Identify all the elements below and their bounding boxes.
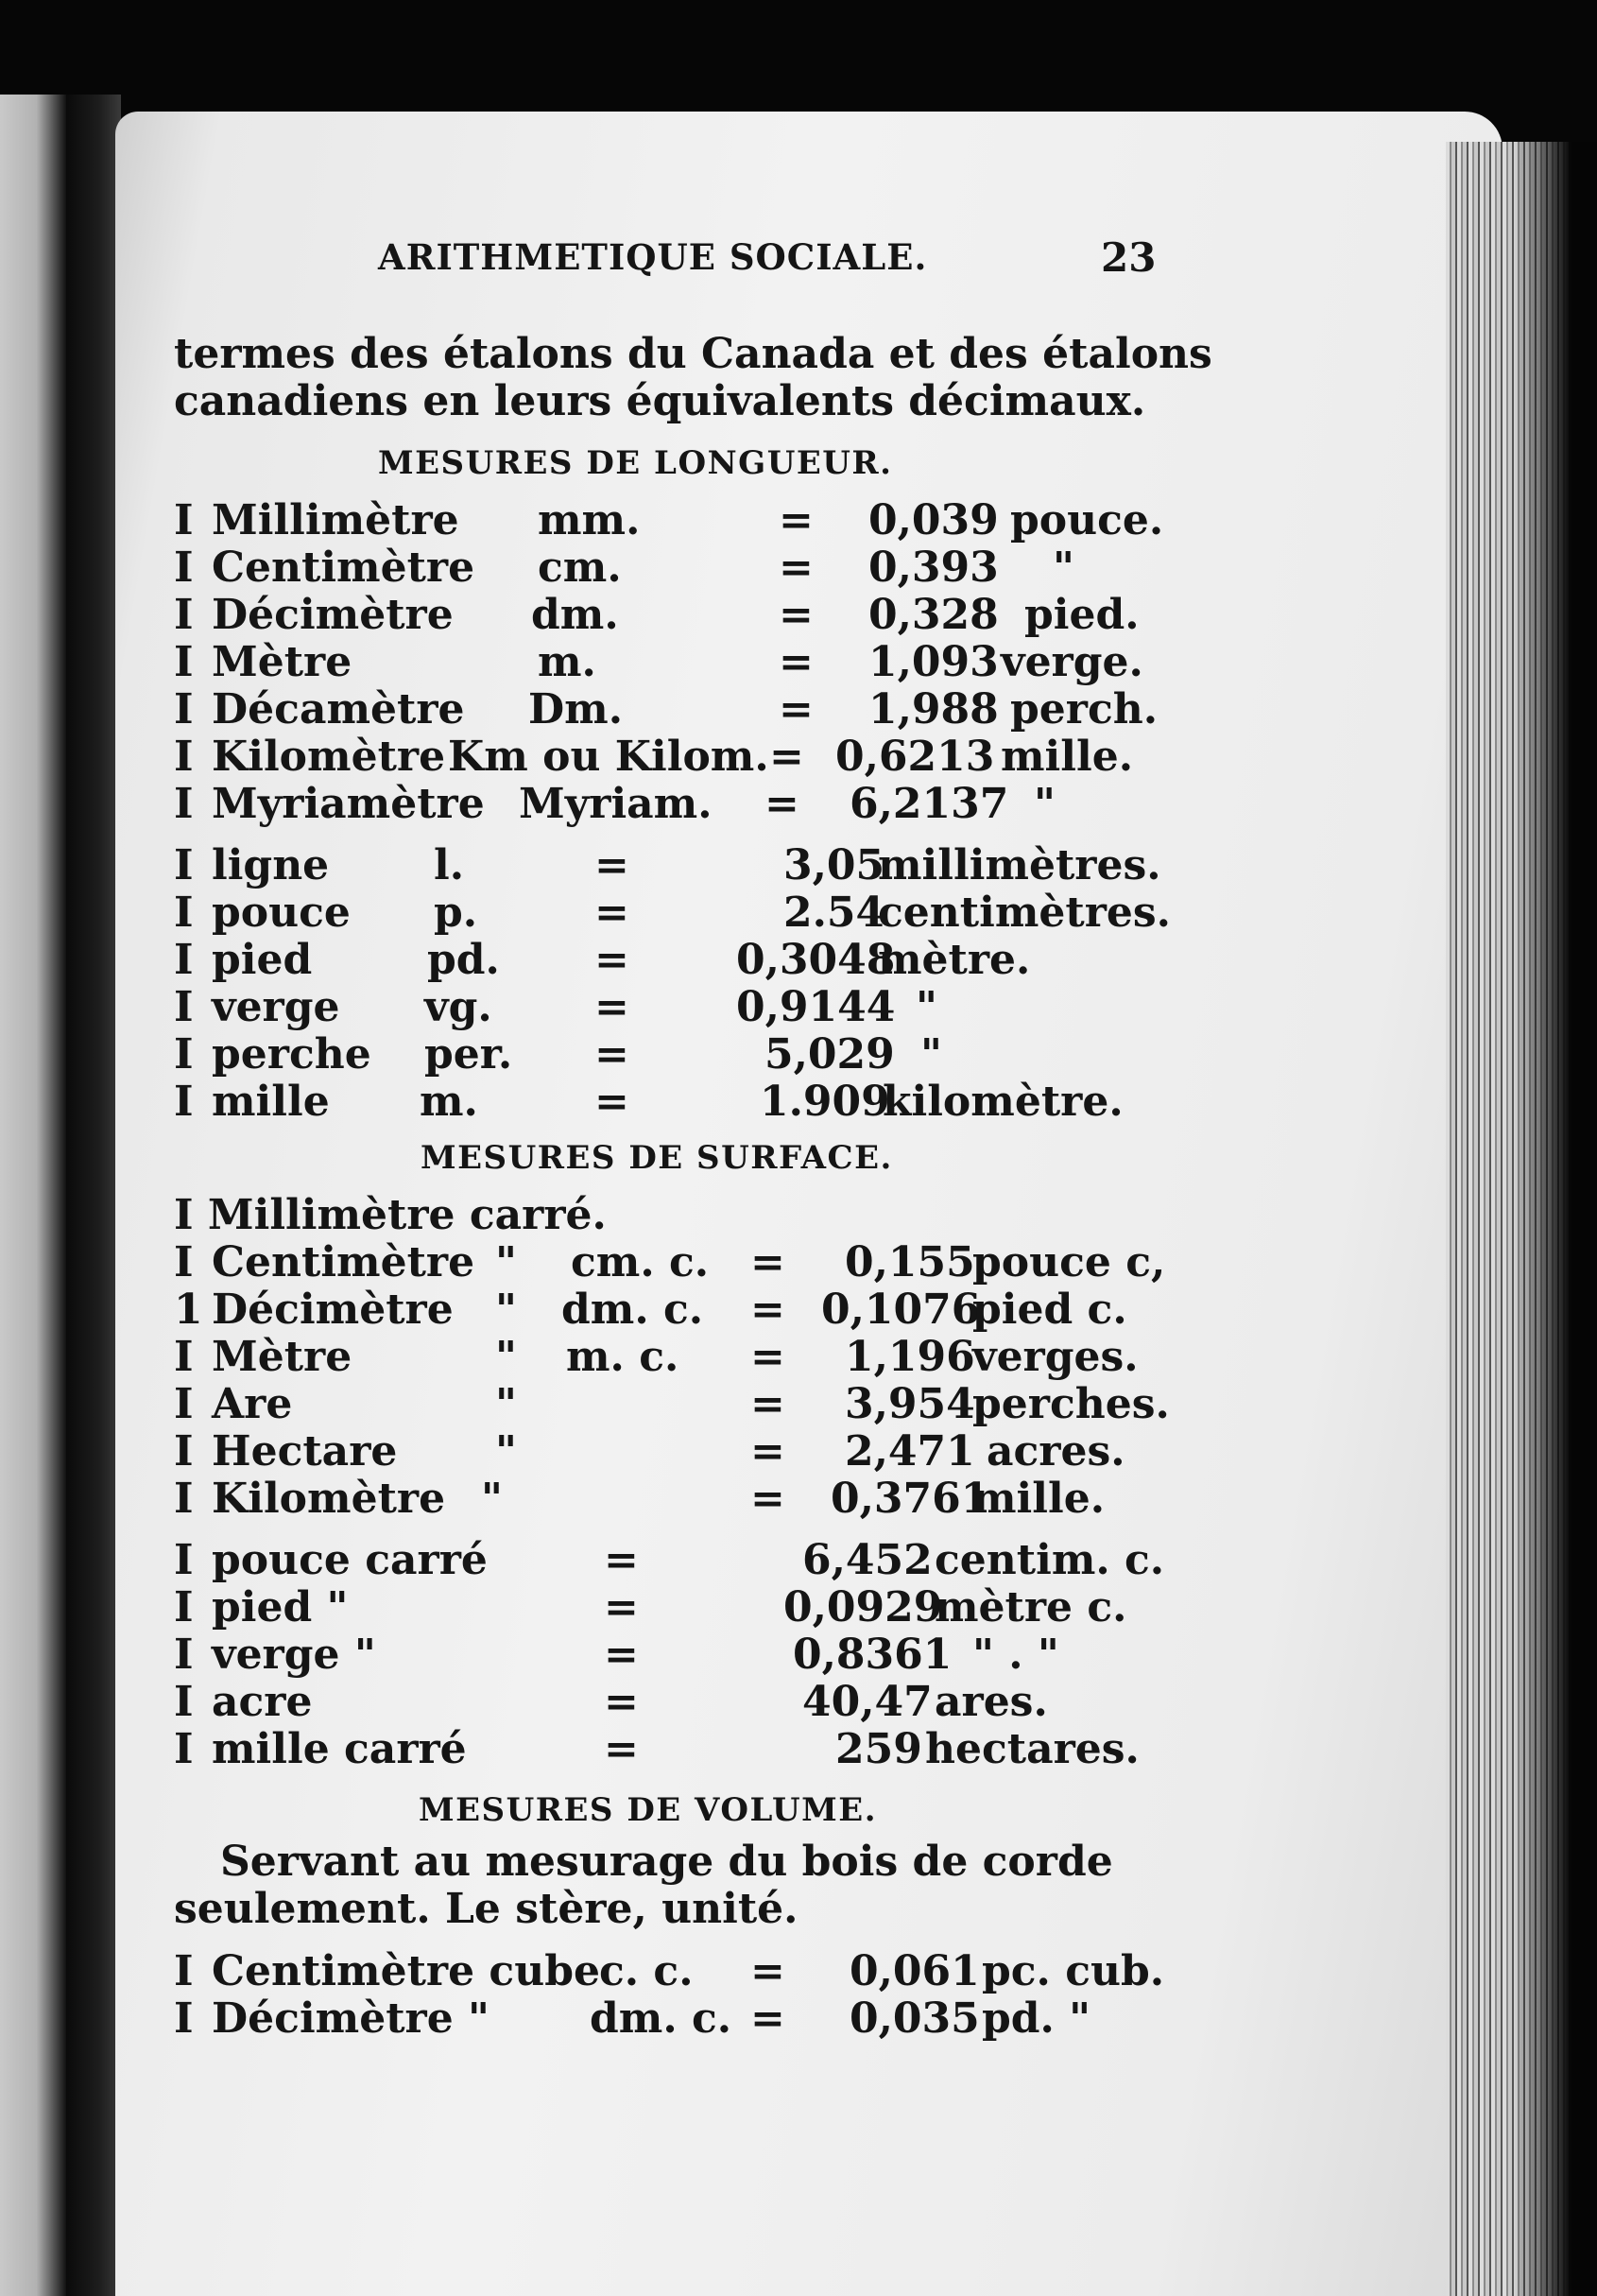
table-row: I pouce carré = 6,452 centim. c. xyxy=(174,1536,1165,1584)
table-row: I Mètre m. = 1,093 verge. xyxy=(174,638,1143,686)
table-row: 1 Décimètre " dm. c. = 0,1076 pied c. xyxy=(174,1286,1127,1334)
table-row: I Millimètre carré. xyxy=(174,1191,607,1239)
table-row: I ligne l. = 3,05 millimètres. xyxy=(174,841,1161,889)
intro-line: termes des étalons du Canada et des étalons xyxy=(174,330,1212,378)
table-row: I mille m. = 1.909 kilomètre. xyxy=(174,1078,1124,1126)
table-row: I Hectare " = 2,471 acres. xyxy=(174,1427,1125,1476)
table-row: I Centimètre cube c. c. = 0,061 pc. cub. xyxy=(174,1947,1165,1995)
table-row: I Décimètre " dm. c. = 0,035 pd. " xyxy=(174,1994,1091,2043)
section-heading-length: MESURES DE LONGUEUR. xyxy=(378,444,893,482)
section-heading-surface: MESURES DE SURFACE. xyxy=(421,1139,893,1177)
table-row: I Centimètre cm. = 0,393 " xyxy=(174,544,1074,592)
table-row: I Kilomètre " = 0,3761 mille. xyxy=(174,1475,1106,1523)
intro-line: canadiens en leurs équivalents décimaux. xyxy=(174,377,1146,425)
page-number: 23 xyxy=(1101,234,1157,281)
table-row: I verge " = 0,8361 " . " xyxy=(174,1631,1059,1679)
table-row: I pouce p. = 2.54 centimètres. xyxy=(174,889,1171,937)
section-heading-volume: MESURES DE VOLUME. xyxy=(419,1791,878,1829)
volume-intro-line: seulement. Le stère, unité. xyxy=(174,1885,798,1933)
table-row: I acre = 40,47 ares. xyxy=(174,1678,1048,1726)
volume-intro-line: Servant au mesurage du bois de corde xyxy=(220,1838,1113,1886)
table-row: I Décimètre dm. = 0,328 pied. xyxy=(174,591,1140,639)
table-row: I mille carré = 259 hectares. xyxy=(174,1725,1140,1773)
table-row: I Are " = 3,954 perches. xyxy=(174,1380,1170,1428)
table-row: I Myriamètre Myriam. = 6,2137 " xyxy=(174,780,1056,828)
book-gutter xyxy=(66,95,121,2296)
table-row: I Millimètre mm. = 0,039 pouce. xyxy=(174,496,1164,544)
table-row: I Kilomètre Km ou Kilom. = 0,6213 mille. xyxy=(174,733,1134,781)
table-row: I perche per. = 5,029 " xyxy=(174,1030,942,1079)
table-row: I pied " = 0,0929 mètre c. xyxy=(174,1583,1127,1631)
table-row: I Centimètre " cm. c. = 0,155 pouce c, xyxy=(174,1238,1166,1286)
table-row: I pied pd. = 0,3048 mètre. xyxy=(174,936,1031,984)
running-title: ARITHMETIQUE SOCIALE. xyxy=(378,236,928,278)
facing-page-edge xyxy=(0,95,66,2296)
table-row: I Mètre " m. c. = 1,196 verges. xyxy=(174,1333,1139,1381)
table-row: I Décamètre Dm. = 1,988 perch. xyxy=(174,685,1159,734)
table-row: I verge vg. = 0,9144 " xyxy=(174,983,937,1031)
